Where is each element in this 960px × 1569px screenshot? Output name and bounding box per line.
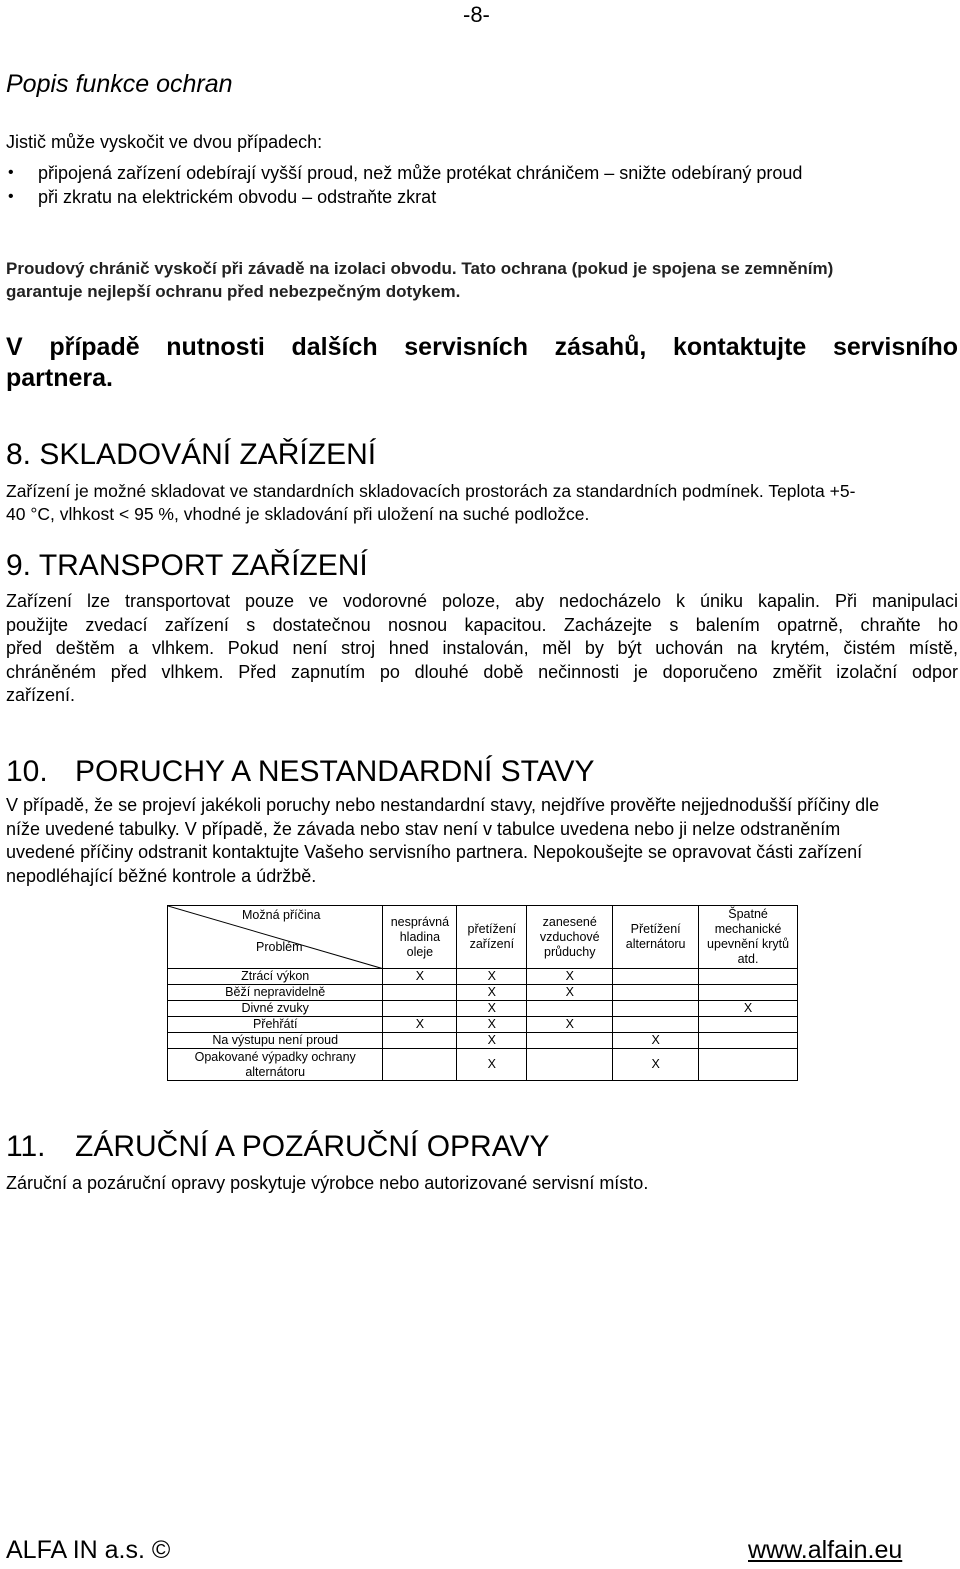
troubleshooting-table-wrap bbox=[167, 905, 798, 1081]
section-10-heading: PORUCHY A NESTANDARDNÍ STAVY bbox=[75, 755, 595, 788]
problem-cell: Divné zvuky bbox=[168, 1001, 383, 1017]
table-row bbox=[168, 985, 798, 1001]
table-row bbox=[168, 1049, 798, 1081]
mark-cell bbox=[613, 985, 699, 1001]
section-11-text: Záruční a pozáruční opravy poskytuje výrobce nebo autorizované servisní místo. bbox=[6, 1173, 649, 1193]
paragraph-line: před deštěm a vlhkem. Pokud není stroj hned instalován, měl by být uchován na krytém, čistém místě, bbox=[6, 638, 958, 658]
mark-cell bbox=[613, 1001, 699, 1017]
table-header-row bbox=[168, 906, 798, 969]
section-8-line-1: Zařízení je možné skladovat ve standardních skladovacích prostorách za standardních podmínek. Teplota +5- bbox=[6, 481, 856, 501]
table-row bbox=[168, 1017, 798, 1033]
section-8-heading: 8. SKLADOVÁNÍ ZAŘÍZENÍ bbox=[6, 438, 377, 471]
paragraph-line: níže uvedené tabulky. V případě, že závada nebo stav není v tabulce uvedena nebo ji nelze odstraněním bbox=[6, 818, 841, 839]
footer-website-link[interactable]: www.alfain.eu bbox=[748, 1536, 903, 1564]
section-9-paragraph bbox=[6, 590, 958, 708]
column-header-cell bbox=[699, 906, 798, 969]
service-notice-line-1: V případě nutnosti dalších servisních zásahů, kontaktujte servisního bbox=[6, 333, 958, 361]
rcd-text-line-2: garantuje nejlepší ochranu před nebezpečným dotykem. bbox=[6, 282, 461, 301]
mark-cell bbox=[699, 985, 798, 1001]
protection-title: Popis funkce ochran bbox=[6, 70, 233, 98]
mark-cell: X bbox=[383, 969, 457, 985]
mark-cell bbox=[527, 1049, 613, 1081]
column-header-line: vzduchové bbox=[539, 929, 600, 944]
table-row bbox=[168, 1033, 798, 1049]
section-10-number: 10. bbox=[6, 755, 48, 788]
list-item: • připojená zařízení odebírají vyšší proud, než může protékat chráničem – snižte odebíraný proud bbox=[6, 161, 802, 185]
mark-cell: X bbox=[383, 1017, 457, 1033]
column-header-line: mechanické bbox=[714, 922, 782, 936]
corner-cause-label: Možná příčina bbox=[242, 908, 321, 922]
section-8-line-2: 40 °C, vlhkost < 95 %, vhodné je skladování při uložení na suché podložce. bbox=[6, 504, 590, 524]
mark-cell: X bbox=[613, 1049, 699, 1081]
column-header-line: hladina bbox=[399, 929, 441, 944]
protection-bullet-list bbox=[6, 161, 802, 209]
mark-cell bbox=[613, 1017, 699, 1033]
mark-cell: X bbox=[699, 1001, 798, 1017]
mark-cell: X bbox=[527, 1017, 613, 1033]
column-header-line: upevnění krytů bbox=[707, 937, 790, 951]
paragraph-line: V případě, že se projeví jakékoli poruchy nebo nestandardní stavy, nejdříve prověřte nejjednodušší příčiny dle bbox=[6, 795, 880, 815]
mark-cell bbox=[383, 985, 457, 1001]
column-header-cell bbox=[527, 906, 613, 969]
column-header-line: průduchy bbox=[544, 944, 596, 959]
mark-cell: X bbox=[457, 969, 527, 985]
column-header-cell bbox=[613, 906, 699, 969]
column-header-line: Přetížení bbox=[630, 922, 681, 936]
mark-cell: X bbox=[457, 1033, 527, 1049]
column-header-line: nesprávná bbox=[390, 914, 450, 929]
mark-cell: X bbox=[457, 985, 527, 1001]
service-notice-line-2: partnera. bbox=[6, 364, 113, 392]
problem-line: Opakované výpadky ochrany bbox=[194, 1049, 356, 1064]
paragraph-line: chráněném před vlhkem. Před zapnutím po dlouhé době nečinnosti je doporučeno změřit izolační odpor bbox=[6, 661, 958, 682]
paragraph-line: zařízení. bbox=[6, 685, 76, 705]
problem-line: alternátoru bbox=[245, 1064, 306, 1079]
mark-cell bbox=[527, 1001, 613, 1017]
problem-cell bbox=[168, 1049, 383, 1081]
column-header-line: zanesené bbox=[542, 914, 597, 929]
column-header-cell bbox=[457, 906, 527, 969]
mark-cell bbox=[383, 1001, 457, 1017]
mark-cell bbox=[699, 1017, 798, 1033]
protection-intro: Jistič může vyskočit ve dvou případech: bbox=[6, 132, 323, 152]
column-header-line: atd. bbox=[737, 952, 759, 966]
table-row bbox=[168, 1001, 798, 1017]
paragraph-line: použijte zvedací zařízení s dostatečnou nosnou kapacitou. Zacházejte s balením opatrně, chraňte ho bbox=[6, 614, 958, 635]
mark-cell bbox=[383, 1033, 457, 1049]
mark-cell: X bbox=[457, 1001, 527, 1017]
mark-cell bbox=[383, 1049, 457, 1081]
problem-cell: Na výstupu není proud bbox=[168, 1033, 383, 1049]
mark-cell: X bbox=[457, 1049, 527, 1081]
mark-cell: X bbox=[613, 1033, 699, 1049]
paragraph-line: nepodléhající běžné kontrole a údržbě. bbox=[6, 865, 317, 886]
mark-cell bbox=[699, 1033, 798, 1049]
mark-cell: X bbox=[527, 969, 613, 985]
table-row bbox=[168, 969, 798, 985]
problem-cell: Běží nepravidelně bbox=[168, 985, 383, 1001]
paragraph-line: uvedené příčiny odstranit kontaktujte Vašeho servisního partnera. Nepokoušejte se opravovat části zařízení bbox=[6, 842, 863, 862]
mark-cell bbox=[699, 969, 798, 985]
problem-cell: Přehřátí bbox=[168, 1017, 383, 1033]
paragraph-line: Zařízení lze transportovat pouze ve vodorovné poloze, aby nedocházelo k úniku kapalin. Při manipulaci bbox=[6, 591, 958, 611]
section-11-heading: ZÁRUČNÍ A POZÁRUČNÍ OPRAVY bbox=[75, 1130, 550, 1163]
mark-cell: X bbox=[457, 1017, 527, 1033]
rcd-text-line-1: Proudový chránič vyskočí při závadě na izolaci obvodu. Tato ochrana (pokud je spojena se zemněním) bbox=[6, 259, 834, 278]
mark-cell bbox=[699, 1049, 798, 1081]
mark-cell bbox=[527, 1033, 613, 1049]
section-9-heading: 9. TRANSPORT ZAŘÍZENÍ bbox=[6, 549, 368, 582]
page-number: -8- bbox=[463, 2, 490, 27]
column-header-line: zařízení bbox=[469, 937, 515, 951]
section-11-number: 11. bbox=[6, 1130, 46, 1163]
table-corner-cell bbox=[168, 906, 383, 969]
problem-cell: Ztrácí výkon bbox=[168, 969, 383, 985]
mark-cell bbox=[613, 969, 699, 985]
column-header-line: oleje bbox=[406, 944, 434, 959]
corner-problem-label: Problém bbox=[256, 940, 303, 954]
column-header-cell bbox=[383, 906, 457, 969]
troubleshooting-table bbox=[167, 905, 798, 1081]
footer-company: ALFA IN a.s. © bbox=[6, 1536, 171, 1564]
column-header-line: přetížení bbox=[467, 922, 517, 936]
section-10-paragraph bbox=[6, 794, 958, 888]
column-header-line: Špatné bbox=[728, 907, 768, 921]
list-item: • při zkratu na elektrickém obvodu – odstraňte zkrat bbox=[6, 185, 802, 209]
mark-cell: X bbox=[527, 985, 613, 1001]
column-header-line: alternátoru bbox=[625, 937, 686, 951]
